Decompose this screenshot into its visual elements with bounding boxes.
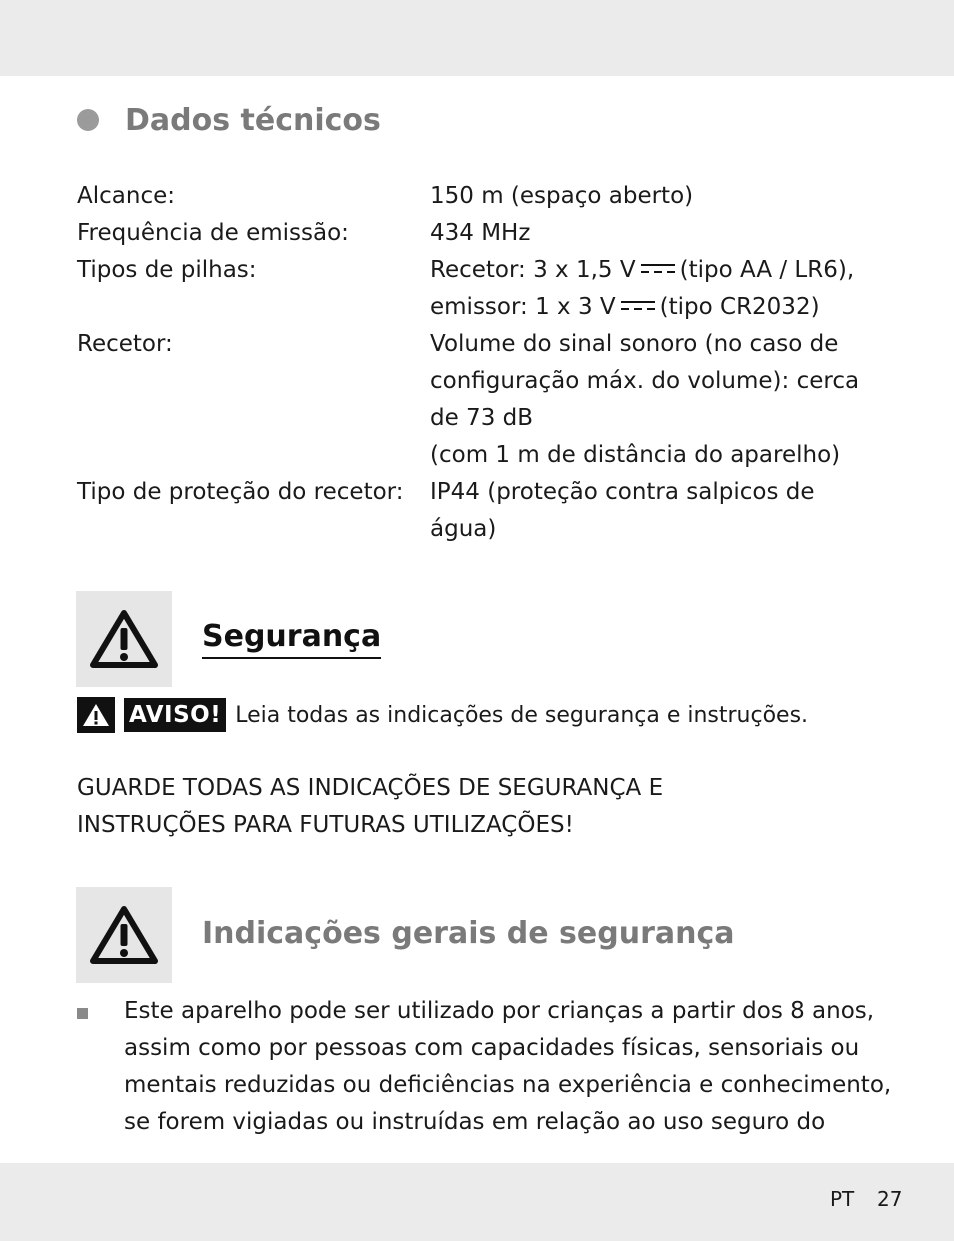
section-title-seguranca: Segurança — [202, 618, 381, 659]
spec-value — [430, 215, 870, 252]
footer-language: PT — [830, 1187, 855, 1211]
spec-value-line: Volume do sinal sonoro (no caso de — [430, 331, 839, 357]
spec-value-line — [430, 289, 870, 326]
top-band — [0, 0, 954, 76]
page-number: 27 — [877, 1187, 903, 1211]
spec-value-post: (tipo CR2032) — [659, 294, 820, 320]
spec-value-line: de 73 dB — [430, 405, 534, 431]
guarde-notice — [77, 770, 663, 844]
bullet-dot-icon — [77, 109, 99, 131]
spec-value — [430, 326, 870, 474]
aviso-line — [77, 697, 808, 733]
spec-value-pre: Recetor: 3 x 1,5 V — [430, 257, 636, 283]
spec-row-frequencia — [77, 215, 877, 252]
spec-label: Frequência de emissão: — [77, 220, 349, 246]
spec-row-pilhas — [77, 252, 877, 326]
spec-label: Recetor: — [77, 331, 173, 357]
spec-value — [430, 474, 870, 548]
section-title-indicacoes: Indicações gerais de segurança — [202, 916, 735, 951]
spec-value — [430, 252, 870, 326]
warning-triangle-icon — [89, 608, 159, 670]
aviso-text: Leia todas as indicações de segurança e instruções. — [235, 702, 809, 728]
spec-row-recetor — [77, 326, 877, 474]
guarde-line: INSTRUÇÕES PARA FUTURAS UTILIZAÇÕES! — [77, 812, 574, 838]
section-title: Dados técnicos — [125, 102, 381, 138]
bullet-line: mentais reduzidas ou deficiências na experiência e conhecimento, — [124, 1072, 892, 1098]
spec-value-post: (tipo AA / LR6), — [679, 257, 855, 283]
bullet-text — [124, 993, 892, 1141]
aviso-badge: AVISO! — [124, 698, 226, 732]
warning-triangle-icon — [77, 697, 115, 733]
warning-triangle-icon — [89, 904, 159, 966]
spec-value-line: configuração máx. do volume): cerca — [430, 368, 860, 394]
guarde-line: GUARDE TODAS AS INDICAÇÕES DE SEGURANÇA E — [77, 775, 664, 801]
spec-value-line: 150 m (espaço aberto) — [430, 183, 694, 209]
spec-value-line: (com 1 m de distância do aparelho) — [430, 442, 841, 468]
spec-value — [430, 178, 870, 215]
dc-symbol-icon — [620, 300, 656, 312]
spec-value-line: 434 MHz — [430, 220, 531, 246]
footer-band — [0, 1163, 954, 1241]
dc-symbol-icon — [640, 263, 676, 275]
warning-box-indicacoes — [76, 887, 172, 983]
section-heading-dados-tecnicos — [77, 100, 381, 140]
spec-row-alcance — [77, 178, 877, 215]
specs-table — [77, 178, 877, 548]
spec-value-line: IP44 (proteção contra salpicos de — [430, 479, 815, 505]
bullet-line: Este aparelho pode ser utilizado por crianças a partir dos 8 anos, — [124, 998, 875, 1024]
bullet-line: assim como por pessoas com capacidades físicas, sensoriais ou — [124, 1035, 860, 1061]
spec-value-pre: emissor: 1 x 3 V — [430, 294, 616, 320]
spec-label: Alcance: — [77, 183, 175, 209]
bullet-line: se forem vigiadas ou instruídas em relação ao uso seguro do — [124, 1109, 826, 1135]
spec-row-protecao — [77, 474, 877, 548]
spec-label: Tipo de proteção do recetor: — [77, 479, 404, 505]
spec-value-line: água) — [430, 516, 497, 542]
square-bullet-icon — [77, 1008, 88, 1019]
spec-value-line — [430, 252, 870, 289]
spec-label: Tipos de pilhas: — [77, 257, 257, 283]
warning-box-seguranca — [76, 591, 172, 687]
